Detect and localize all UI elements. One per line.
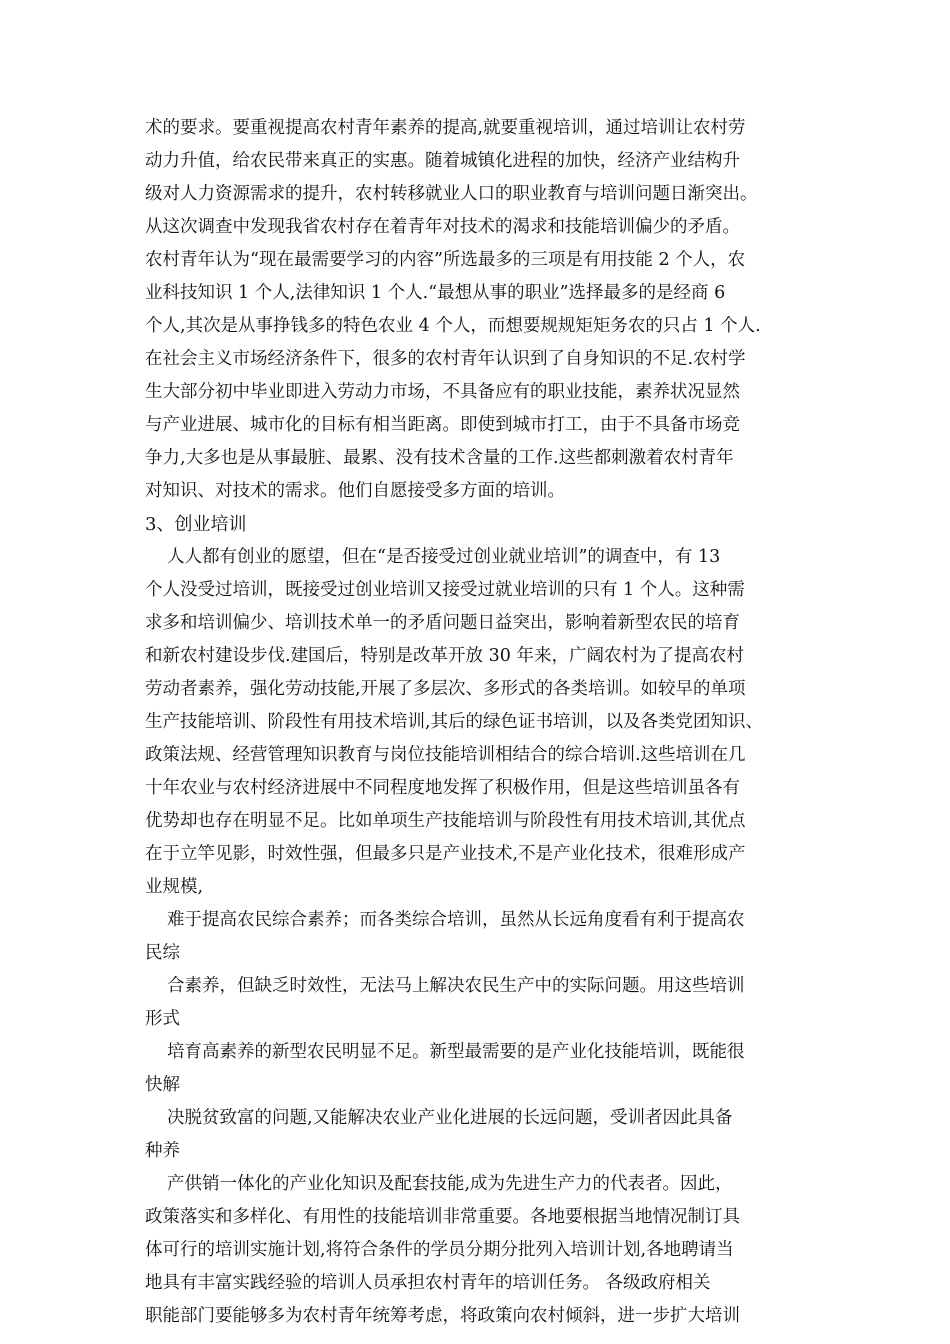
text-line: 生大部分初中毕业即进入劳动力市场，不具备应有的职业技能，素养状况显然 [145,382,740,402]
text-line: 快解 [145,1075,180,1095]
text-line: 农村青年认为“现在最需要学习的内容”所选最多的三项是有用技能 2 个人，农 [145,250,746,270]
text-line: 优势却也存在明显不足。比如单项生产技能培训与阶段性有用技术培训,其优点 [145,811,746,831]
text-line: 动力升值，给农民带来真正的实惠。随着城镇化进程的加快，经济产业结构升 [145,151,740,171]
text-line: 级对人力资源需求的提升，农村转移就业人口的职业教育与培训问题日渐突出。 [145,184,758,204]
document-page [145,112,810,1333]
text-line: 人人都有创业的愿望，但在“是否接受过创业就业培训”的调查中，有 13 [167,547,721,567]
text-line: 职能部门要能够多为农村青年统筹考虑，将政策向农村倾斜，进一步扩大培训 [145,1306,740,1326]
text-line: 生产技能培训、阶段性有用技术培训,其后的绿色证书培训，以及各类党团知识、 [145,712,764,732]
text-line: 产供销一体化的产业化知识及配套技能,成为先进生产力的代表者。因此， [167,1174,733,1194]
text-line: 争力,大多也是从事最脏、最累、没有技术含量的工作.这些都刺激着农村青年 [145,448,734,468]
text-line: 个人没受过培训，既接受过创业培训又接受过就业培训的只有 1 个人。这种需 [145,580,745,600]
text-line: 决脱贫致富的问题,又能解决农业产业化进展的长远问题，受训者因此具备 [167,1108,733,1128]
text-line: 政策法规、经营管理知识教育与岗位技能培训相结合的综合培训.这些培训在几 [145,745,746,765]
text-line: 民综 [145,943,180,963]
text-line: 业规模, [145,877,204,897]
text-line: 培育高素养的新型农民明显不足。新型最需要的是产业化技能培训，既能很 [167,1042,745,1062]
text-line: 劳动者素养，强化劳动技能,开展了多层次、多形式的各类培训。如较早的单项 [145,679,746,699]
text-line: 对知识、对技术的需求。他们自愿接受多方面的培训。 [145,481,565,501]
text-line: 地具有丰富实践经验的培训人员承担农村青年的培训任务。 各级政府相关 [145,1273,711,1293]
text-line: 十年农业与农村经济进展中不同程度地发挥了积极作用，但是这些培训虽各有 [145,778,740,798]
text-line: 种养 [145,1141,180,1161]
text-line: 在于立竿见影，时效性强，但最多只是产业技术,不是产业化技术，很难形成产 [145,844,746,864]
section-heading: 3、创业培训 [145,514,247,535]
text-line: 合素养，但缺乏时效性，无法马上解决农民生产中的实际问题。用这些培训 [167,976,745,996]
text-line: 和新农村建设步伐.建国后，特别是改革开放 30 年来，广阔农村为了提高农村 [145,646,744,666]
text-line: 个人,其次是从事挣钱多的特色农业 4 个人，而想要规规矩矩务农的只占 1 个人. [145,316,761,336]
text-line: 与产业进展、城市化的目标有相当距离。即使到城市打工，由于不具备市场竞 [145,415,740,435]
text-line: 难于提高农民综合素养；而各类综合培训，虽然从长远角度看有利于提高农 [167,910,745,930]
text-line: 术的要求。要重视提高农村青年素养的提高,就要重视培训，通过培训让农村劳 [145,118,746,138]
text-line: 从这次调查中发现我省农村存在着青年对技术的渴求和技能培训偏少的矛盾。 [145,217,740,237]
text-line: 求多和培训偏少、培训技术单一的矛盾问题日益突出，影响着新型农民的培育 [145,613,740,633]
text-line: 政策落实和多样化、有用性的技能培训非常重要。各地要根据当地情况制订具 [145,1207,740,1227]
text-line: 形式 [145,1009,180,1029]
text-line: 业科技知识 1 个人,法律知识 1 个人.“最想从事的职业”选择最多的是经商 6 [145,283,726,303]
text-line: 体可行的培训实施计划,将符合条件的学员分期分批列入培训计划,各地聘请当 [145,1240,734,1260]
text-line: 在社会主义市场经济条件下，很多的农村青年认识到了自身知识的不足.农村学 [145,349,746,369]
